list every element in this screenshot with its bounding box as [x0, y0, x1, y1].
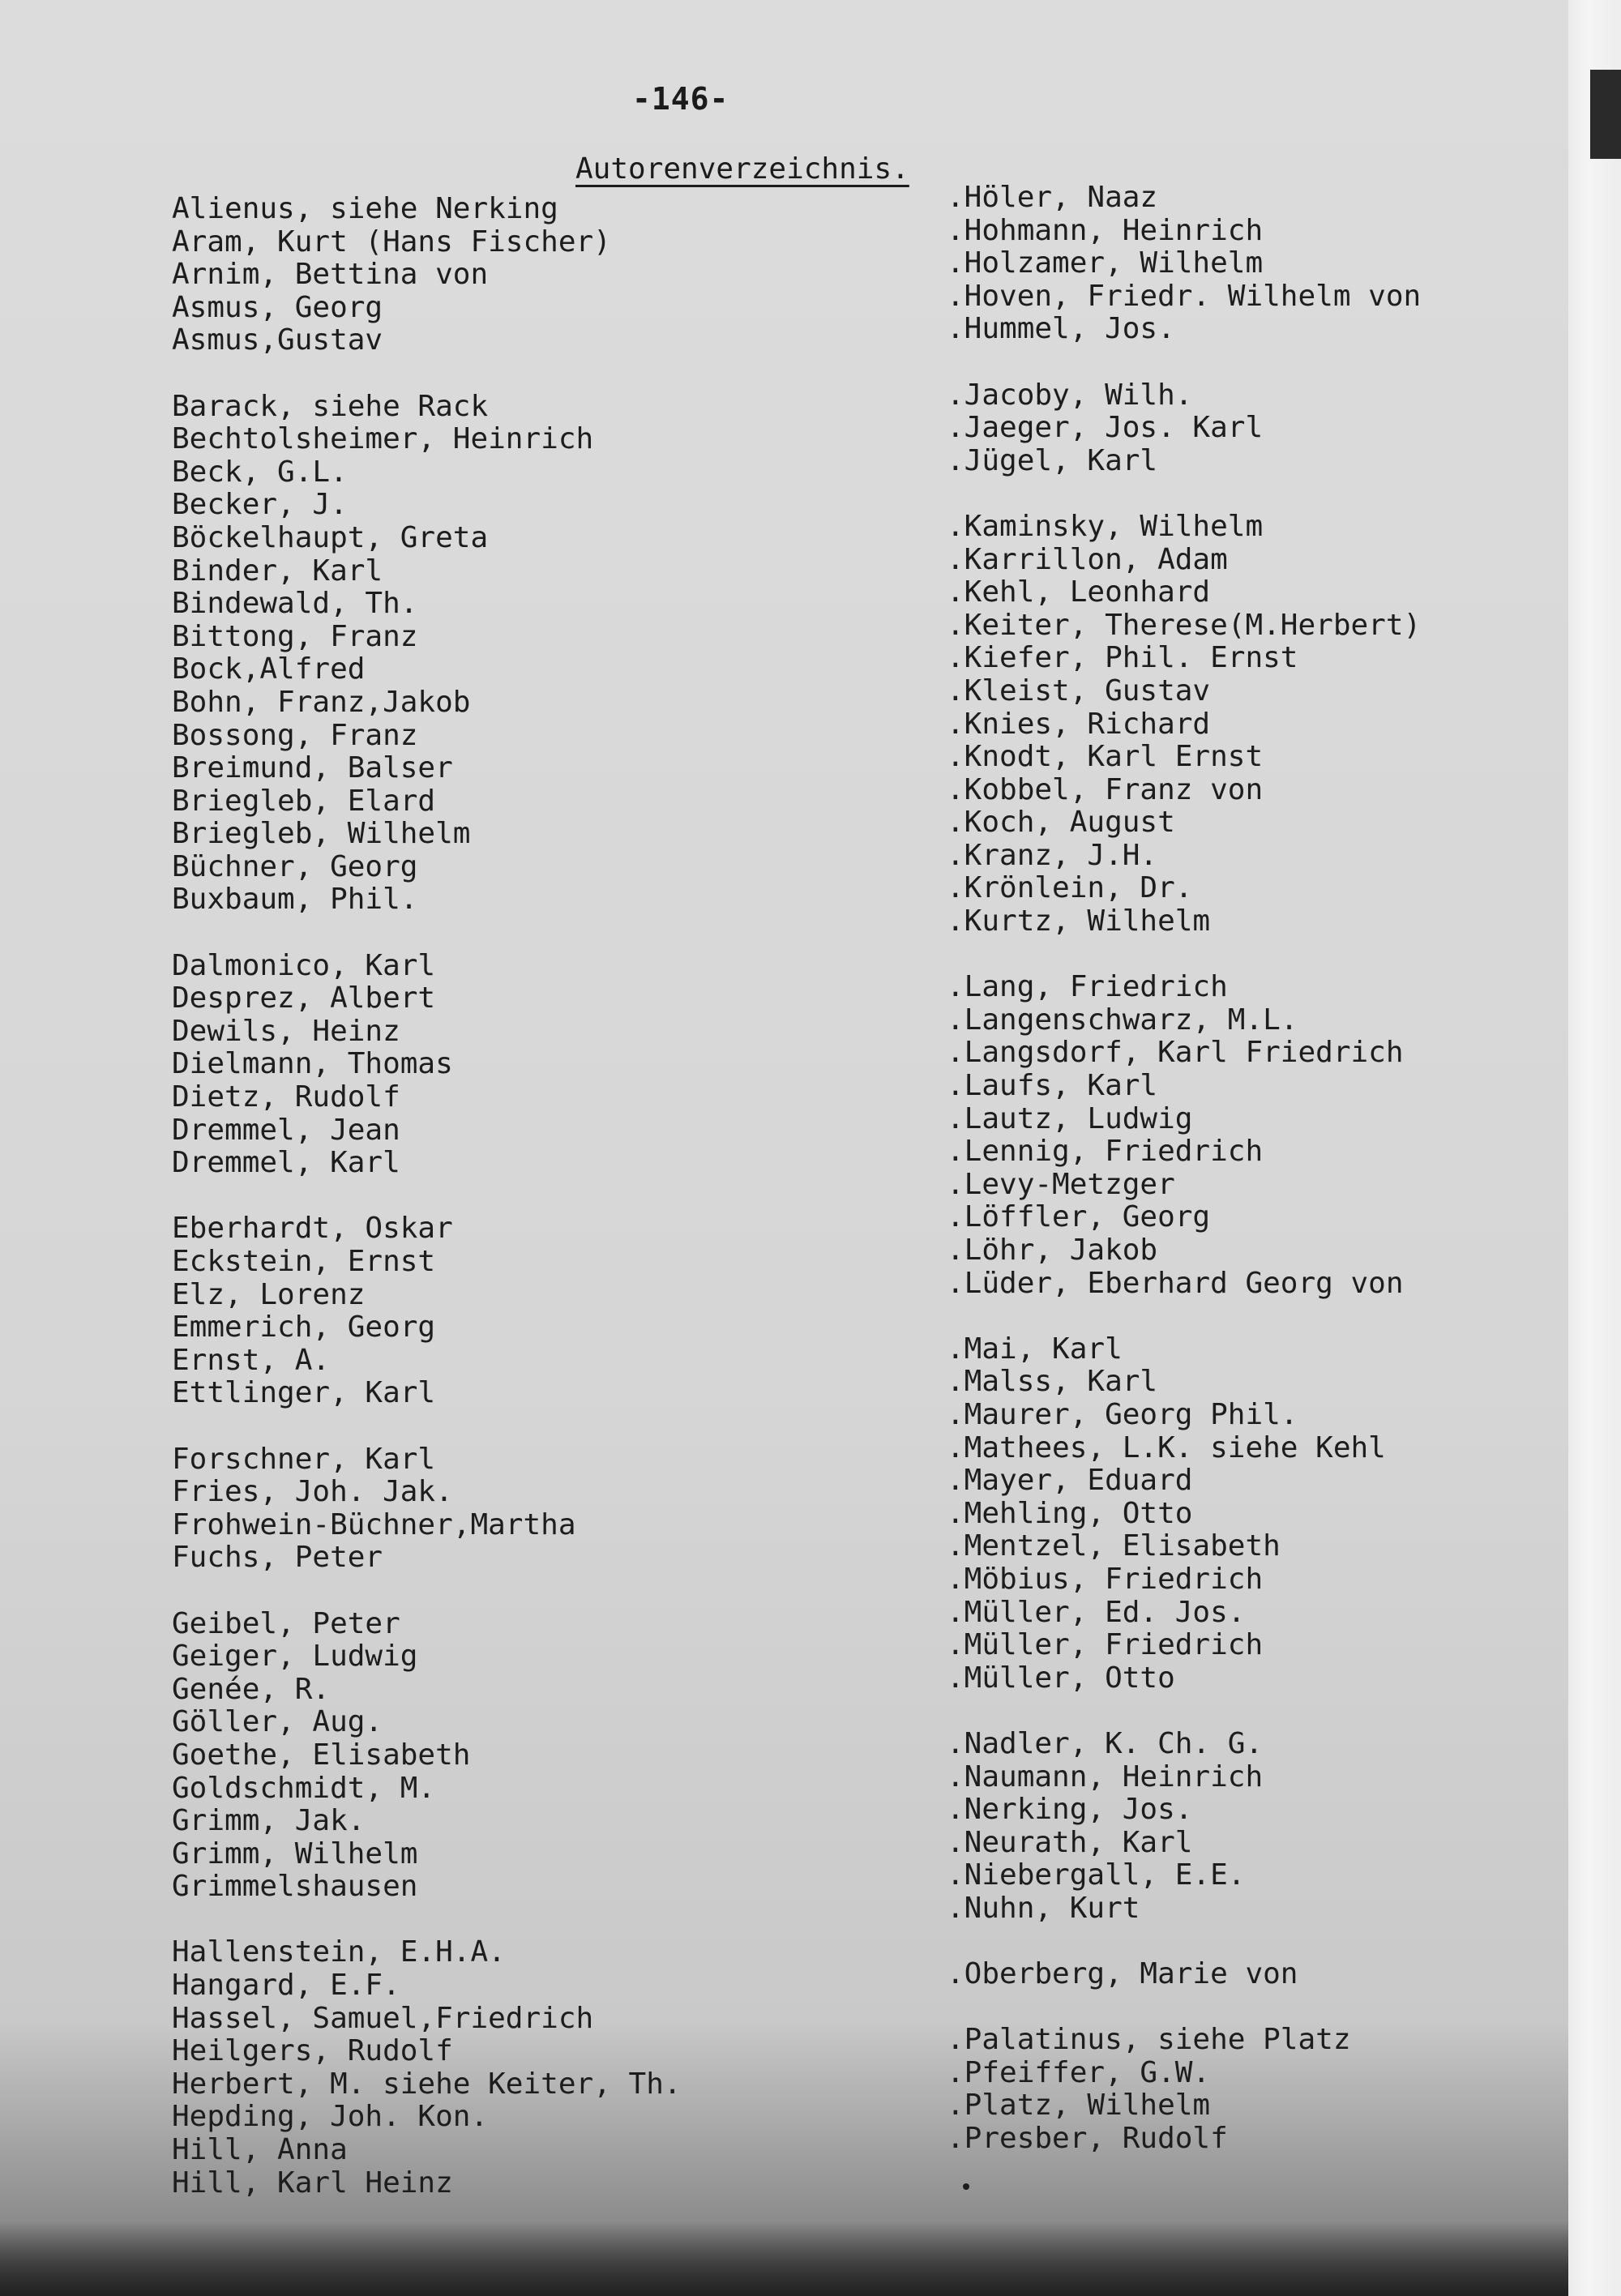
- section-gap: [172, 1575, 682, 1608]
- author-entry: Alienus, siehe Nerking: [172, 192, 558, 225]
- author-entry: .Neurath, Karl: [947, 1825, 1193, 1859]
- author-entry: Dalmonico, Karl: [172, 948, 436, 982]
- author-entry: .Lang, Friedrich: [947, 970, 1228, 1004]
- section-gap: [947, 938, 1421, 972]
- author-entry: Hallenstein, E.H.A.: [172, 1935, 506, 1969]
- author-entry: .Presber, Rudolf: [947, 2122, 1228, 2156]
- page-tab-mark: [1590, 70, 1621, 159]
- author-entry: .Knies, Richard: [947, 707, 1211, 741]
- author-entry: Grimmelshausen: [172, 1870, 418, 1904]
- section-gap: [947, 1695, 1421, 1728]
- author-entry: .Naumann, Heinrich: [947, 1759, 1264, 1794]
- scan-shadow: [0, 2221, 1568, 2296]
- author-entry: Dietz, Rudolf: [172, 1080, 400, 1114]
- author-entry: .Müller, Ed. Jos.: [947, 1595, 1246, 1629]
- author-entry: .Nadler, K. Ch. G.: [947, 1726, 1264, 1760]
- author-entry: Grimm, Jak.: [172, 1804, 366, 1838]
- author-entry: Briegleb, Wilhelm: [172, 817, 471, 851]
- author-entry: .Mehling, Otto: [947, 1496, 1193, 1530]
- author-entry: Desprez, Albert: [172, 981, 436, 1015]
- author-entry: Emmerich, Georg: [172, 1310, 436, 1345]
- author-entry: Hepding, Joh. Kon.: [172, 2100, 489, 2134]
- author-entry: .Kehl, Leonhard: [947, 575, 1211, 609]
- author-entry: Elz, Lorenz: [172, 1277, 366, 1311]
- author-entry: Frohwein-Büchner,Martha: [172, 1507, 576, 1541]
- author-entry: Briegleb, Elard: [172, 784, 436, 818]
- section-gap: [172, 1180, 682, 1213]
- scan-margin: [1568, 0, 1621, 2296]
- author-entry: Hassel, Samuel,Friedrich: [172, 2001, 594, 2035]
- author-entry: .Jaeger, Jos. Karl: [947, 411, 1264, 445]
- author-entry: .Krönlein, Dr.: [947, 871, 1193, 905]
- author-entry: .Mayer, Eduard: [947, 1464, 1193, 1498]
- author-entry: .Nuhn, Kurt: [947, 1891, 1140, 1925]
- author-list-right: [947, 182, 1421, 2156]
- author-entry: Grimm, Wilhelm: [172, 1836, 418, 1871]
- author-entry: .Knodt, Karl Ernst: [947, 740, 1264, 774]
- author-entry: .Levy-Metzger: [947, 1167, 1175, 1201]
- author-entry: .Platz, Wilhelm: [947, 2089, 1211, 2123]
- author-entry: .Mai, Karl: [947, 1332, 1123, 1366]
- author-entry: Aram, Kurt (Hans Fischer): [172, 224, 611, 259]
- section-gap: [947, 477, 1421, 511]
- author-entry: .Langsdorf, Karl Friedrich: [947, 1036, 1404, 1070]
- author-entry: Genée, R.: [172, 1672, 331, 1706]
- author-entry: .Laufs, Karl: [947, 1069, 1158, 1103]
- section-gap: [947, 346, 1421, 379]
- author-entry: Asmus, Georg: [172, 290, 383, 324]
- author-entry: .Lautz, Ludwig: [947, 1101, 1193, 1135]
- author-entry: .Maurer, Georg Phil.: [947, 1397, 1298, 1431]
- author-entry: Breimund, Balser: [172, 751, 453, 785]
- author-entry: Bock,Alfred: [172, 652, 366, 686]
- author-entry: Fries, Joh. Jak.: [172, 1475, 453, 1509]
- author-entry: Eckstein, Ernst: [172, 1245, 436, 1278]
- author-entry: .Niebergall, E.E.: [947, 1858, 1246, 1892]
- author-entry: Buxbaum, Phil.: [172, 883, 418, 917]
- author-entry: .Hohmann, Heinrich: [947, 213, 1264, 247]
- author-entry: Göller, Aug.: [172, 1705, 383, 1739]
- section-gap: [172, 1904, 682, 1937]
- author-entry: .Jügel, Karl: [947, 443, 1158, 477]
- author-entry: .Müller, Friedrich: [947, 1628, 1264, 1662]
- author-entry: .Löhr, Jakob: [947, 1234, 1158, 1267]
- author-entry: Eberhardt, Oskar: [172, 1212, 453, 1246]
- author-entry: .Hoven, Friedr. Wilhelm von: [947, 279, 1422, 313]
- author-entry: Bittong, Franz: [172, 619, 418, 653]
- author-entry: Hangard, E.F.: [172, 1969, 400, 2003]
- author-entry: Goethe, Elisabeth: [172, 1738, 471, 1772]
- author-entry: Geibel, Peter: [172, 1606, 400, 1640]
- author-entry: Becker, J.: [172, 488, 348, 522]
- page-number: -146-: [632, 81, 729, 117]
- author-entry: Bohn, Franz,Jakob: [172, 685, 471, 719]
- page-title: Autorenverzeichnis.: [575, 152, 909, 186]
- author-entry: Herbert, M. siehe Keiter, Th.: [172, 2067, 682, 2101]
- author-entry: Dremmel, Karl: [172, 1146, 400, 1180]
- author-entry: Böckelhaupt, Greta: [172, 520, 489, 554]
- section-gap: [172, 357, 682, 391]
- author-entry: .Karrillon, Adam: [947, 542, 1228, 576]
- author-entry: Barack, siehe Rack: [172, 389, 489, 423]
- author-entry: .Pfeiffer, G.W.: [947, 2055, 1211, 2089]
- section-gap: [172, 917, 682, 950]
- author-entry: Dielmann, Thomas: [172, 1047, 453, 1081]
- author-entry: Büchner, Georg: [172, 849, 418, 883]
- author-entry: .Möbius, Friedrich: [947, 1562, 1264, 1596]
- author-entry: .Kurtz, Wilhelm: [947, 904, 1211, 938]
- author-entry: .Malss, Karl: [947, 1365, 1158, 1399]
- author-entry: .Kranz, J.H.: [947, 838, 1158, 872]
- author-entry: Hill, Anna: [172, 2133, 348, 2167]
- section-gap: [947, 1300, 1421, 1333]
- author-entry: Dewils, Heinz: [172, 1014, 400, 1048]
- author-entry: Goldschmidt, M.: [172, 1771, 436, 1805]
- author-entry: .Kleist, Gustav: [947, 673, 1211, 708]
- author-entry: Geiger, Ludwig: [172, 1640, 418, 1674]
- author-entry: Dremmel, Jean: [172, 1113, 400, 1147]
- author-entry: .Lennig, Friedrich: [947, 1135, 1264, 1169]
- author-entry: Ettlinger, Karl: [172, 1376, 436, 1410]
- author-entry: .Jacoby, Wilh.: [947, 378, 1193, 412]
- author-entry: Hill, Karl Heinz: [172, 2166, 453, 2200]
- section-gap: [947, 1925, 1421, 1958]
- author-entry: Beck, G.L.: [172, 455, 348, 489]
- author-entry: .Höler, Naaz: [947, 181, 1158, 214]
- author-entry: .Holzamer, Wilhelm: [947, 246, 1264, 280]
- author-entry: .Nerking, Jos.: [947, 1793, 1193, 1827]
- author-entry: .Koch, August: [947, 806, 1175, 840]
- author-entry: .Mentzel, Elisabeth: [947, 1529, 1281, 1563]
- author-entry: .Kaminsky, Wilhelm: [947, 509, 1264, 543]
- author-entry: .Palatinus, siehe Platz: [947, 2023, 1351, 2057]
- author-entry: .Müller, Otto: [947, 1661, 1175, 1695]
- author-entry: .Mathees, L.K. siehe Kehl: [947, 1430, 1386, 1464]
- author-entry: Fuchs, Peter: [172, 1541, 383, 1575]
- section-gap: [172, 1410, 682, 1443]
- author-entry: .Lüder, Eberhard Georg von: [947, 1266, 1404, 1300]
- author-entry: Bechtolsheimer, Heinrich: [172, 422, 594, 456]
- author-entry: .Löffler, Georg: [947, 1200, 1211, 1234]
- author-entry: Asmus,Gustav: [172, 323, 383, 357]
- trailing-dot: [963, 2183, 969, 2190]
- author-entry: .Keiter, Therese(M.Herbert): [947, 608, 1422, 642]
- section-gap: [947, 1991, 1421, 2024]
- author-entry: .Kiefer, Phil. Ernst: [947, 641, 1298, 675]
- author-entry: .Kobbel, Franz von: [947, 772, 1264, 806]
- author-entry: Ernst, A.: [172, 1343, 331, 1377]
- author-entry: Binder, Karl: [172, 554, 383, 588]
- author-entry: Bossong, Franz: [172, 718, 418, 752]
- author-entry: Arnim, Bettina von: [172, 258, 489, 292]
- author-entry: Heilgers, Rudolf: [172, 2034, 453, 2068]
- author-entry: Bindewald, Th.: [172, 587, 418, 621]
- author-entry: .Hummel, Jos.: [947, 312, 1175, 346]
- author-list-left: [172, 193, 682, 2200]
- author-entry: .Oberberg, Marie von: [947, 1957, 1298, 1991]
- author-entry: .Langenschwarz, M.L.: [947, 1003, 1298, 1037]
- author-entry: Forschner, Karl: [172, 1442, 436, 1476]
